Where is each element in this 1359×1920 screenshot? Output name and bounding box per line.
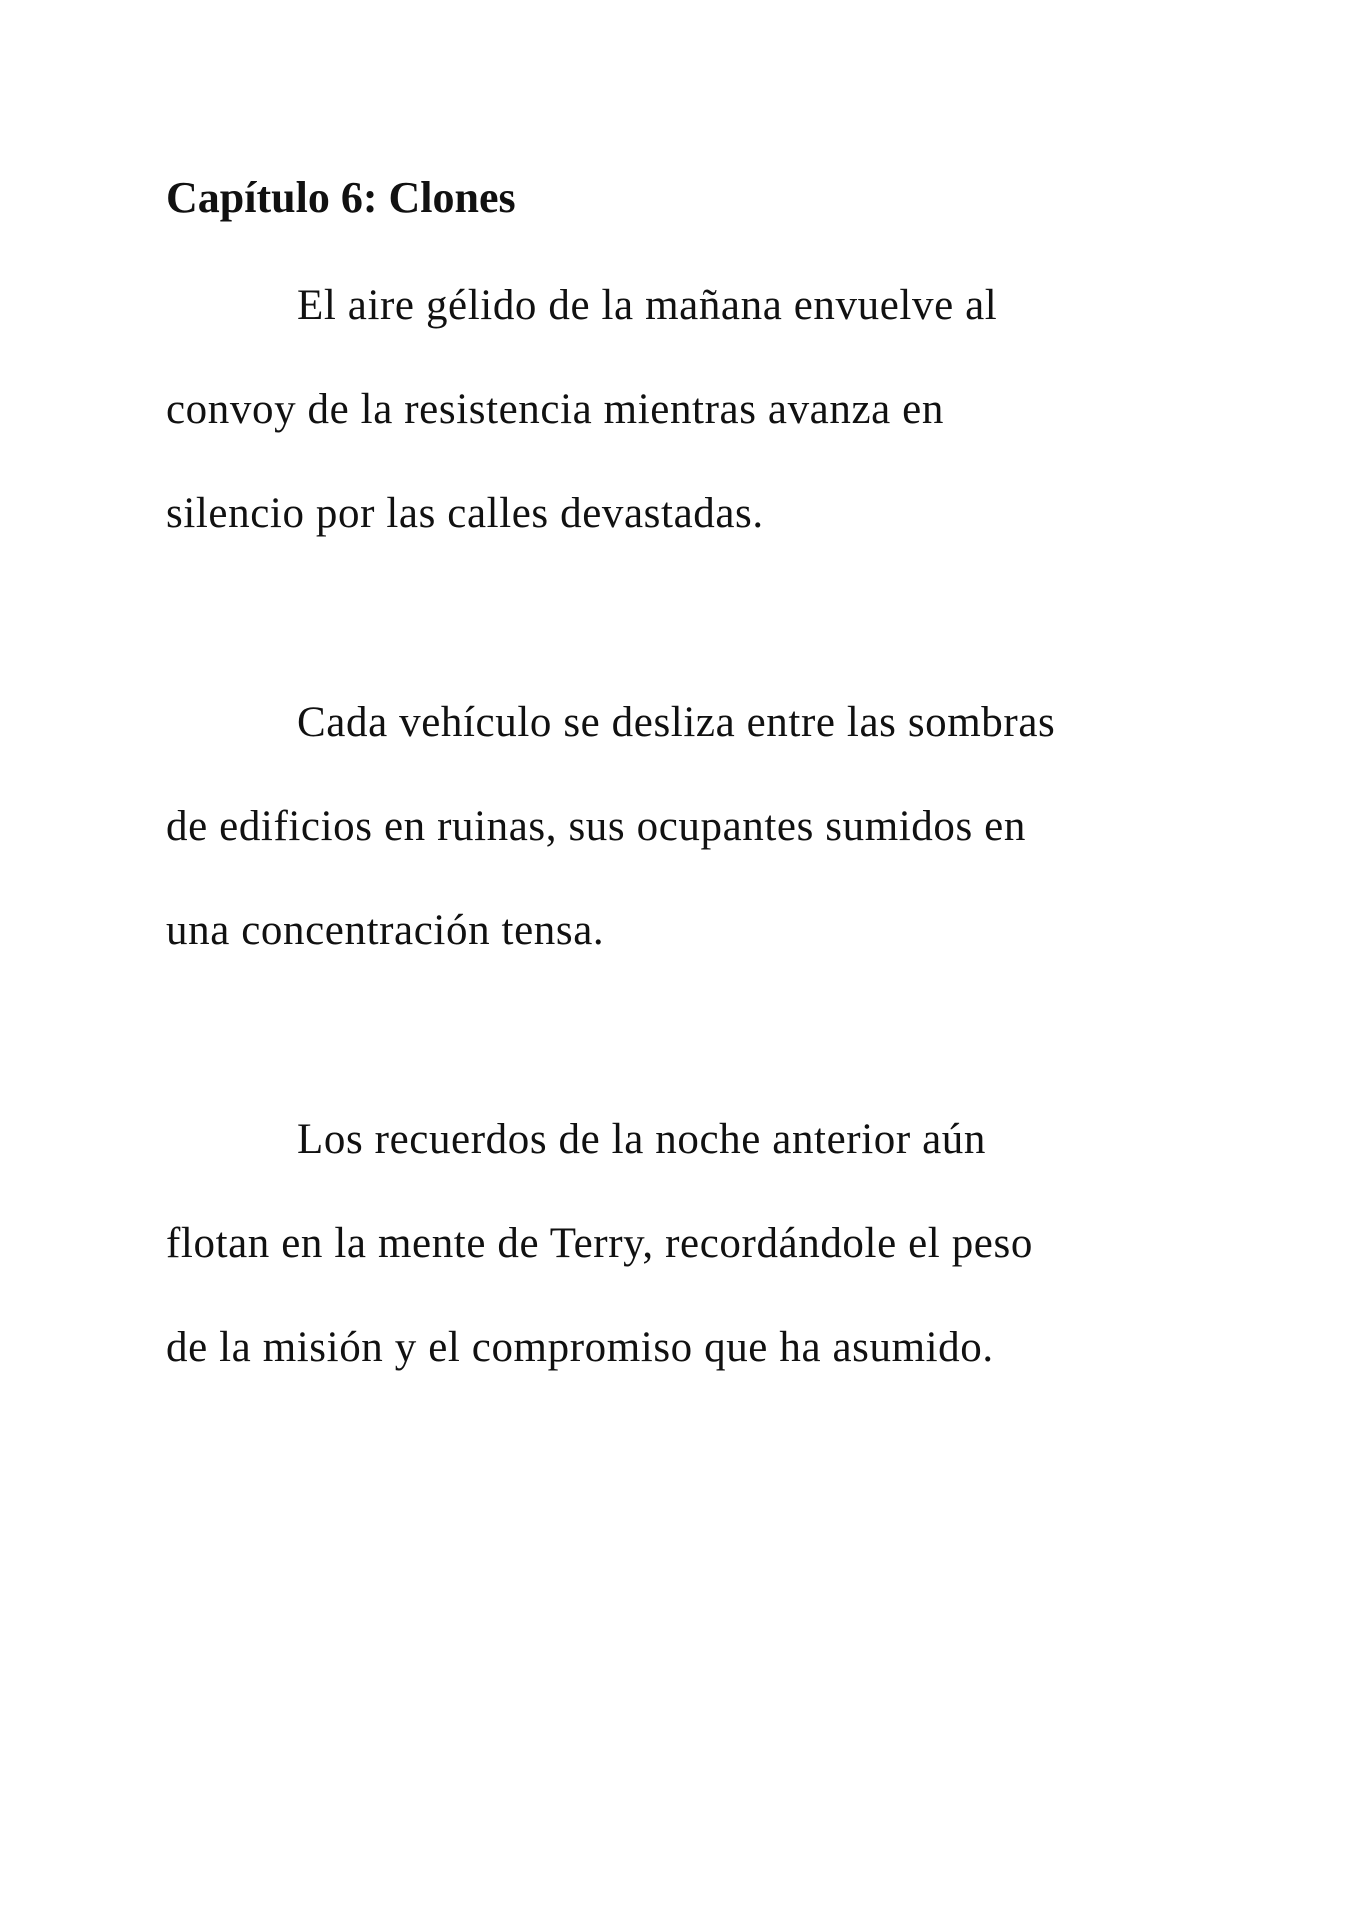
paragraph-line: Los recuerdos de la noche anterior aún: [297, 1116, 987, 1163]
paragraph-line: convoy de la resistencia mientras avanza en: [166, 386, 944, 433]
paragraph-line: una concentración tensa.: [166, 907, 605, 954]
paragraph-line: Cada vehículo se desliza entre las sombras: [297, 699, 1056, 746]
paragraph-line: El aire gélido de la mañana envuelve al: [297, 282, 998, 329]
paragraph-line: de la misión y el compromiso que ha asumido.: [166, 1324, 994, 1371]
paragraph-line: flotan en la mente de Terry, recordándole el peso: [166, 1220, 1033, 1267]
paragraph-line: de edificios en ruinas, sus ocupantes sumidos en: [166, 803, 1026, 850]
chapter-title: Capítulo 6: Clones: [166, 173, 516, 222]
paragraph-line: silencio por las calles devastadas.: [166, 490, 764, 537]
